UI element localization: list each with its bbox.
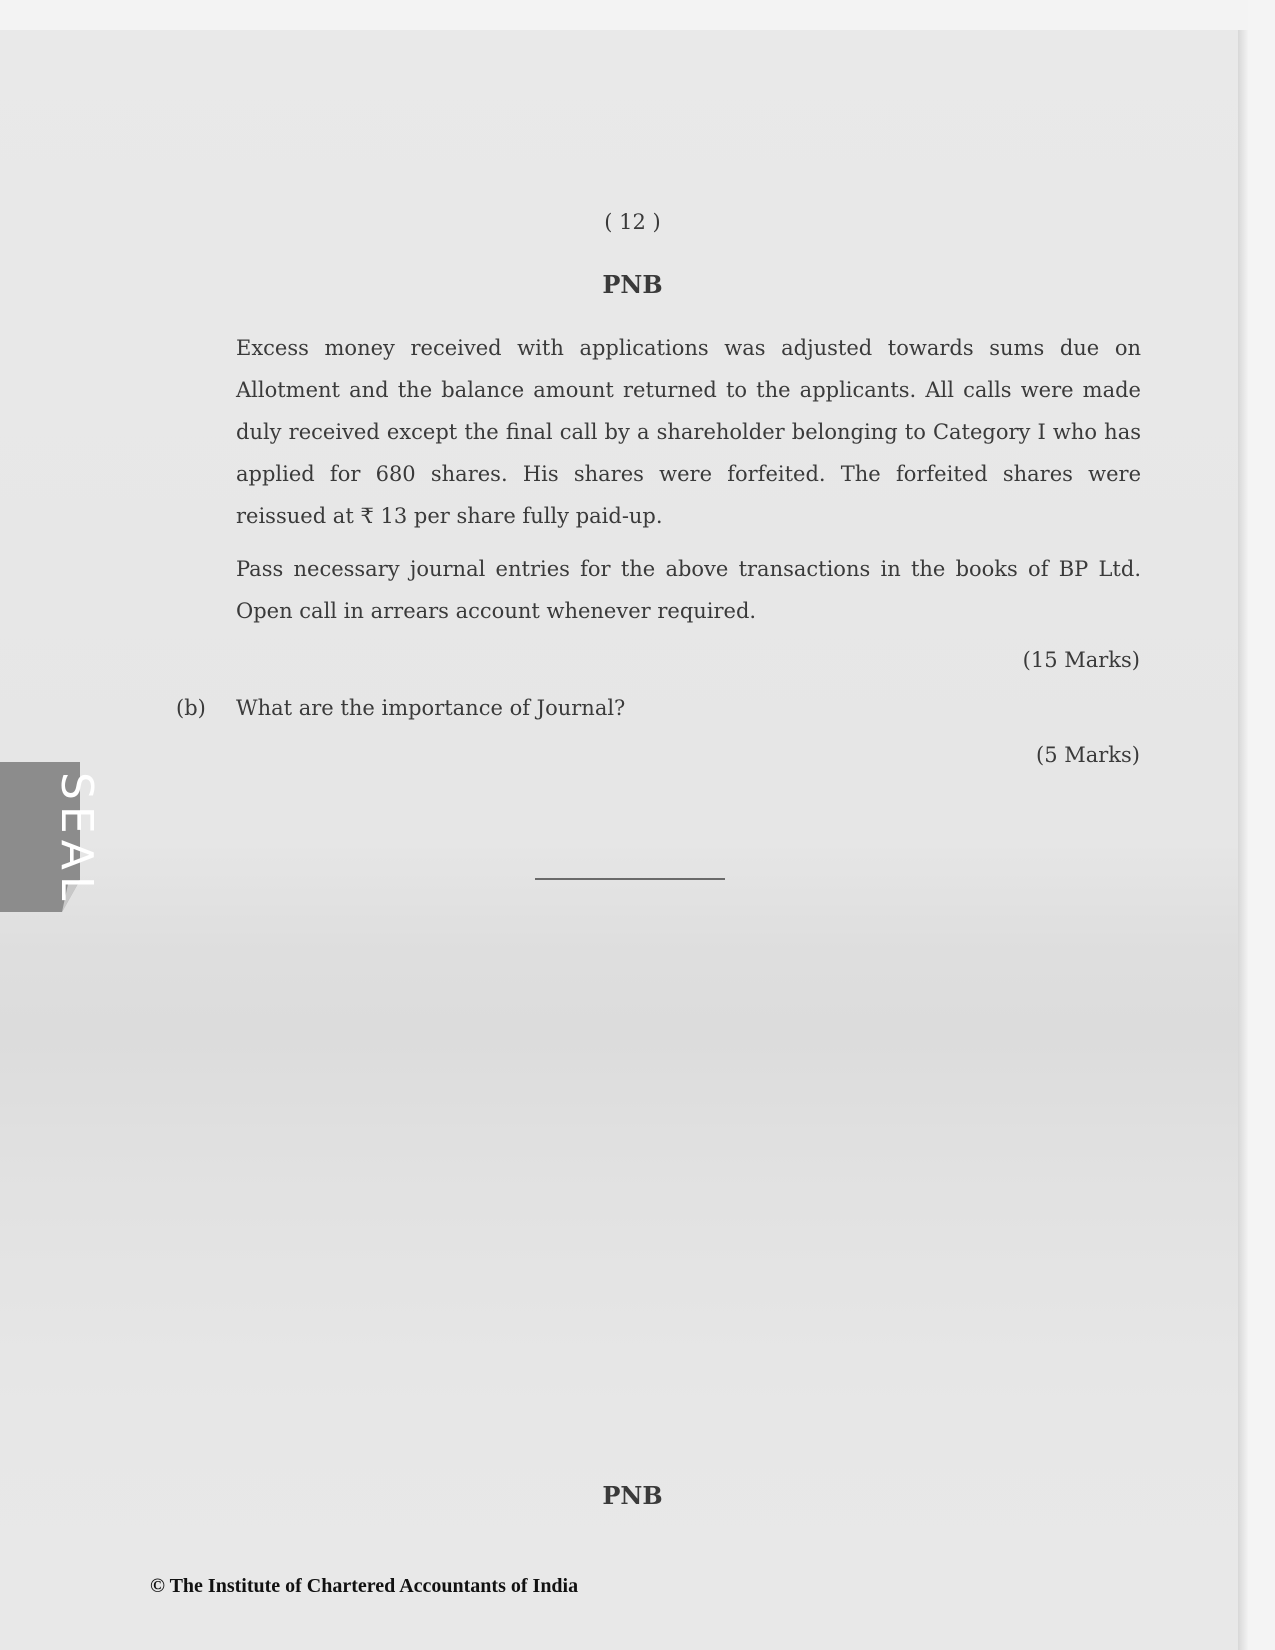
question-b-text: What are the importance of Journal?: [236, 696, 626, 720]
paper-code-footer: PNB: [602, 1481, 663, 1510]
seal-tab-label: SEAL: [51, 772, 102, 907]
end-of-paper-rule: [535, 878, 725, 880]
seal-tab-graphic: [0, 762, 102, 912]
paper-code-header: PNB: [602, 270, 663, 299]
page-right-edge: [1238, 30, 1248, 1650]
scan-top-margin: [0, 0, 1248, 30]
copyright-notice: © The Institute of Chartered Accountants of India: [150, 1575, 579, 1597]
question-a-paragraph-1: Excess money received with applications was adjusted towards sums due on Allotment and the balance amount returned to the applicants. All calls were made duly received except the final call by a shareholder belonging to Category I who has applied for 680 shares. His shares were forfeited. The forfeited shares were reissued at ₹ 13 per share fully paid-up.: [236, 336, 1141, 528]
scan-right-margin: [1248, 0, 1275, 1650]
question-a-marks: (15 Marks): [1022, 648, 1140, 672]
question-a-paragraph-2: Pass necessary journal entries for the above transactions in the books of BP Ltd. Open call in arrears account whenever required.: [236, 557, 1141, 623]
seal-tab: [0, 762, 102, 912]
question-b-marks: (5 Marks): [1036, 743, 1140, 767]
page-number: ( 12 ): [604, 210, 661, 234]
question-b-label: (b): [176, 696, 206, 720]
